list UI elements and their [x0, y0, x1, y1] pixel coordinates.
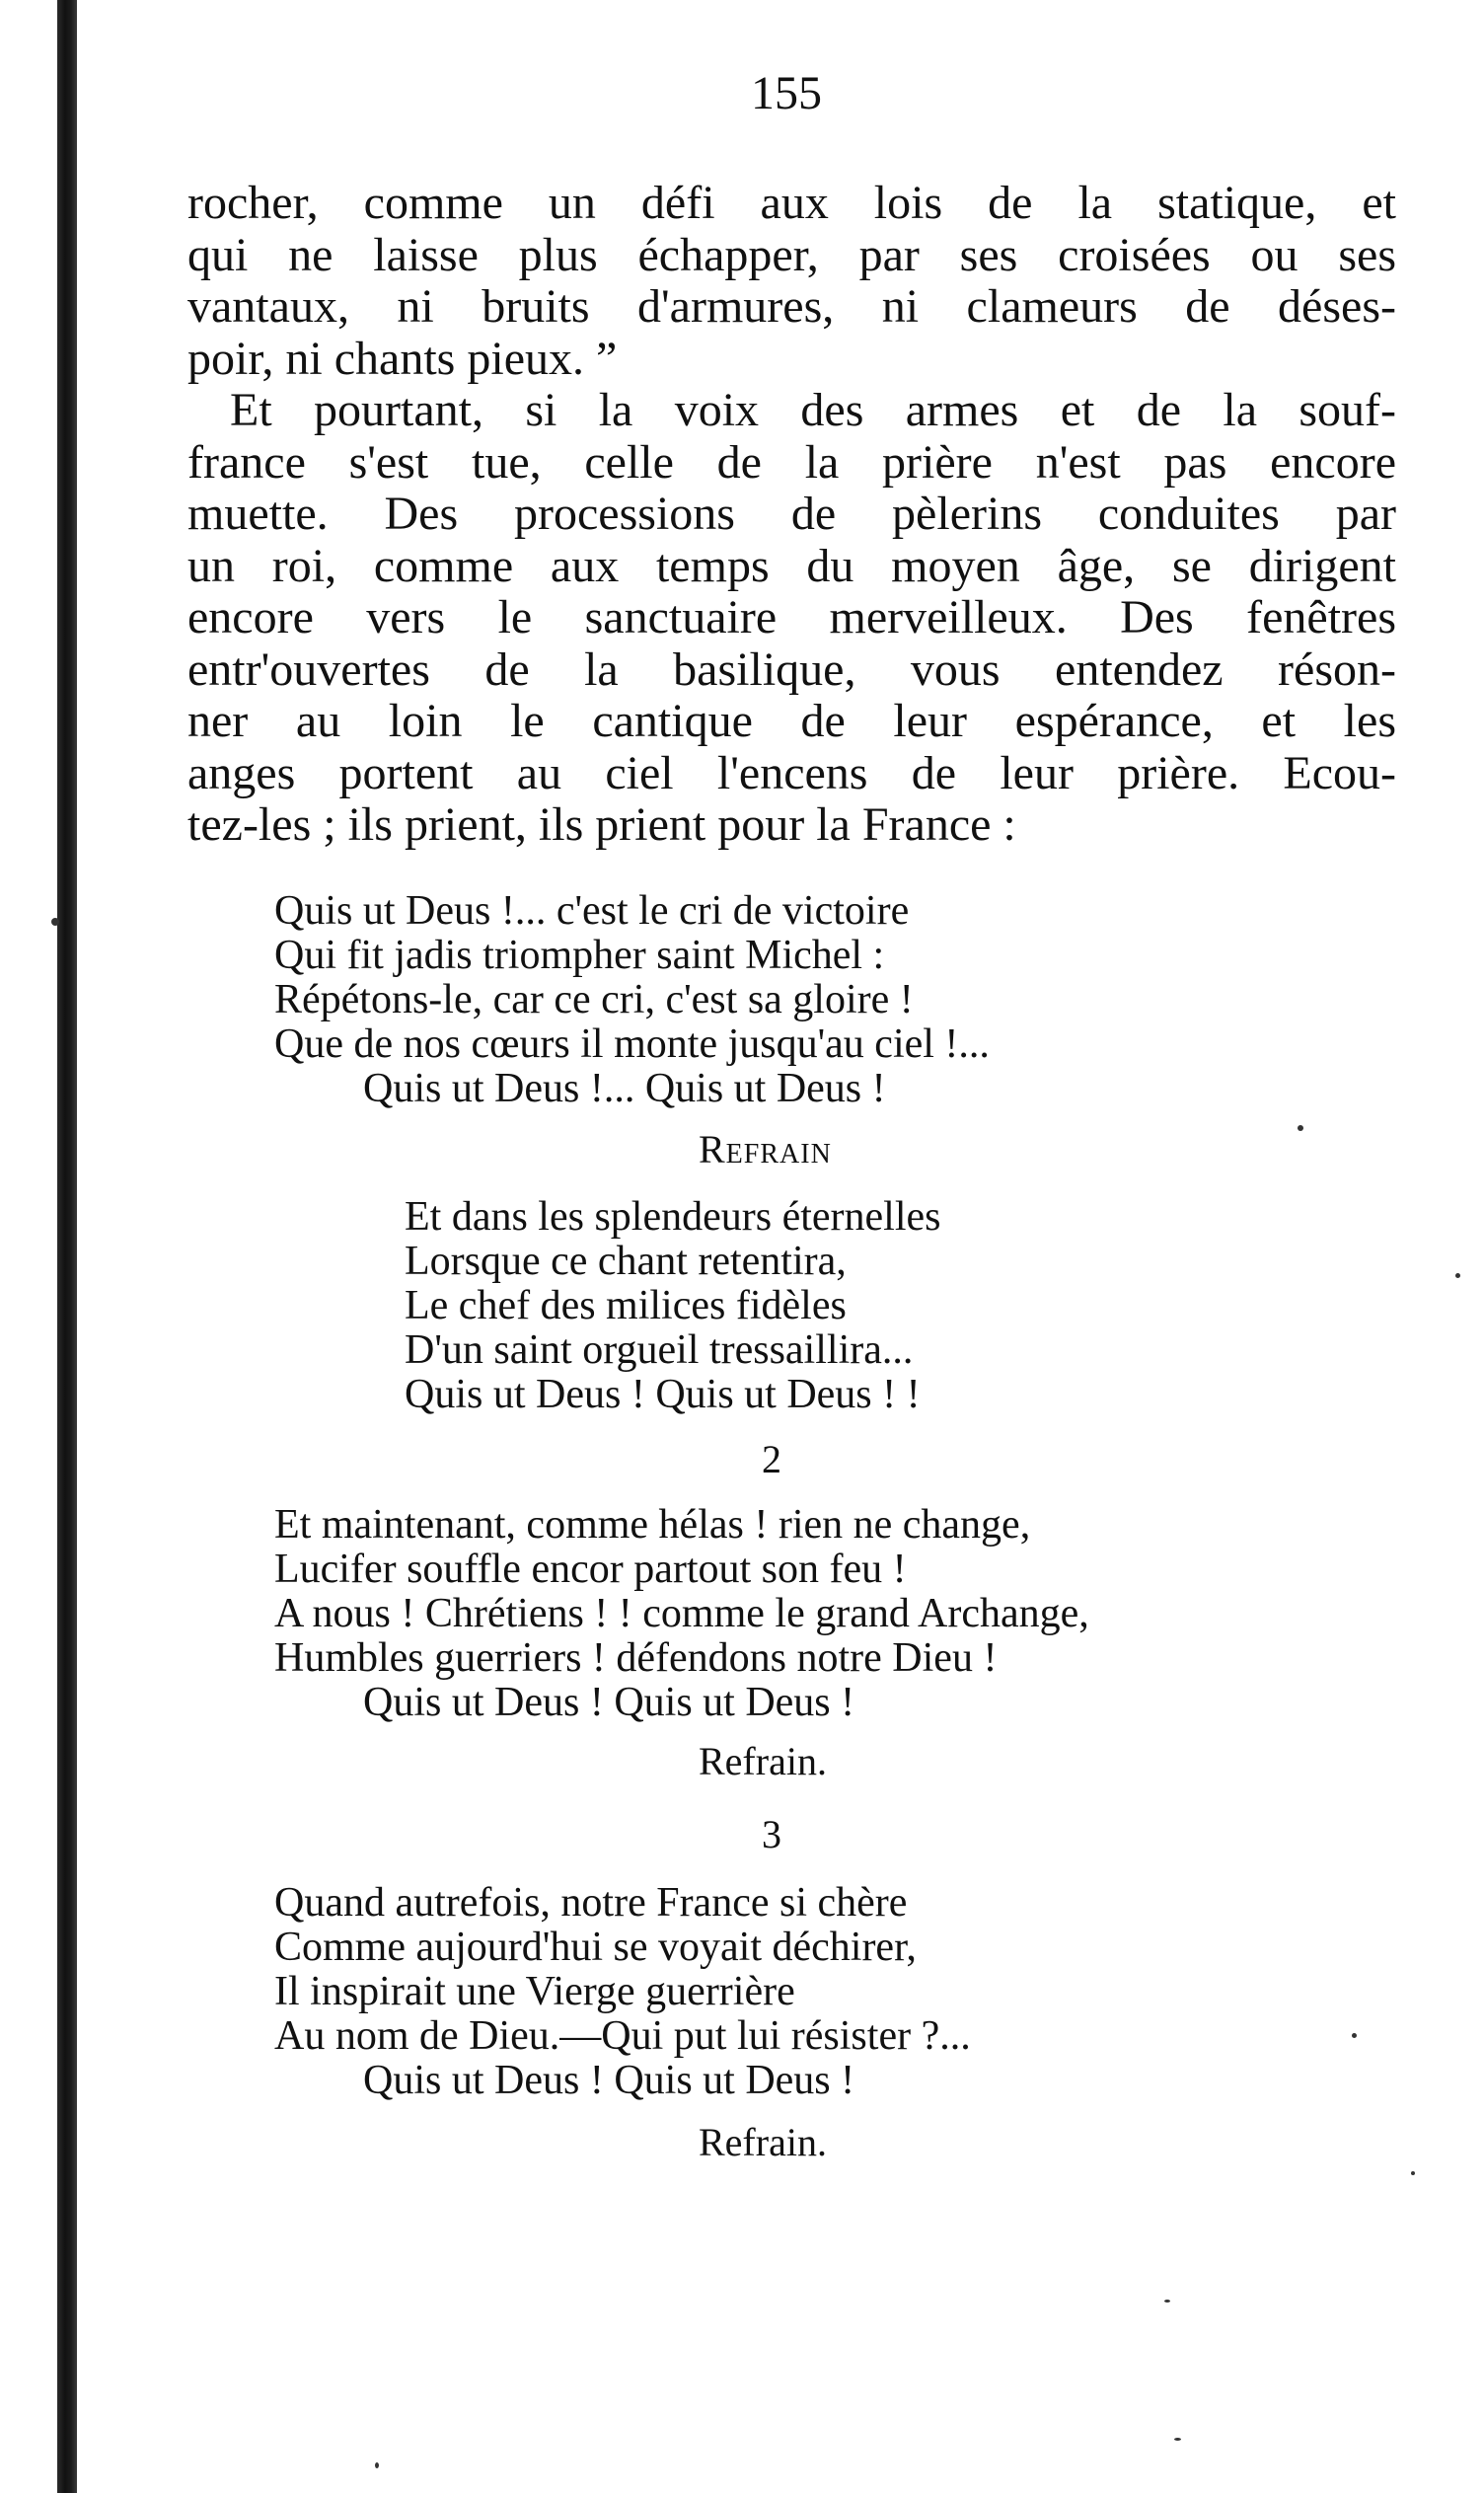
prose-line: Et pourtant, si la voix des armes et de la souf- [230, 384, 1396, 436]
refrain-mark: Refrain. [699, 2120, 827, 2164]
verse-line: Et maintenant, comme hélas ! rien ne change, [274, 1502, 1031, 1548]
refrain-heading: Refrain [699, 1127, 832, 1171]
prose-line: tez-les ; ils prient, ils prient pour la France : [187, 798, 1016, 851]
verse-refrain-line: Quis ut Deus ! Quis ut Deus ! [363, 2058, 855, 2103]
page-number: 155 [751, 67, 822, 119]
scan-speck [1411, 2171, 1415, 2175]
page-binding-edge [57, 0, 77, 2493]
verse-line: Quis ut Deus ! Quis ut Deus ! ! [405, 1372, 921, 1417]
prose-line: un roi, comme aux temps du moyen âge, se dirigent [187, 539, 1396, 592]
prose-line: encore vers le sanctuaire merveilleux. Des fenêtres [187, 591, 1396, 643]
prose-line: muette. Des processions de pèlerins conduites par [187, 488, 1396, 540]
scan-speck [1164, 2300, 1170, 2303]
verse-line: Répétons-le, car ce cri, c'est sa gloire ! [274, 977, 914, 1022]
verse-refrain-line: Quis ut Deus !... Quis ut Deus ! [363, 1066, 886, 1111]
verse-line: Lorsque ce chant retentira, [405, 1239, 847, 1284]
stanza-number: 2 [762, 1437, 781, 1481]
prose-line: vantaux, ni bruits d'armures, ni clameurs de déses- [187, 280, 1396, 333]
scan-speck [1298, 1125, 1303, 1131]
scan-speck [51, 918, 59, 926]
verse-line: Que de nos cœurs il monte jusqu'au ciel !... [274, 1021, 990, 1067]
verse-line: Il inspirait une Vierge guerrière [274, 1969, 795, 2014]
stanza-number: 3 [762, 1812, 781, 1856]
prose-line: entr'ouvertes de la basilique, vous entendez réson- [187, 642, 1396, 696]
verse-line: Quis ut Deus !... c'est le cri de victoire [274, 888, 910, 934]
verse-line: Qui fit jadis triompher saint Michel : [274, 933, 885, 978]
prose-line: qui ne laisse plus échapper, par ses croisées ou ses [187, 228, 1396, 281]
verse-line: D'un saint orgueil tressaillira... [405, 1327, 914, 1373]
prose-line: france s'est tue, celle de la prière n'est pas encore [187, 435, 1396, 489]
prose-line: anges portent au ciel l'encens de leur prière. Ecou- [187, 746, 1396, 799]
verse-line: Humbles guerriers ! défendons notre Dieu ! [274, 1635, 998, 1681]
prose-paragraphs [187, 178, 1396, 852]
scan-speck [375, 2462, 379, 2468]
verse-line: Et dans les splendeurs éternelles [405, 1194, 941, 1240]
scan-speck [1455, 1273, 1460, 1278]
verse-line: Quand autrefois, notre France si chère [274, 1880, 908, 1926]
refrain-mark: Refrain. [699, 1739, 827, 1783]
prose-line: poir, ni chants pieux. ” [187, 332, 618, 385]
scan-speck [1352, 2033, 1357, 2038]
scan-speck [1174, 2438, 1181, 2441]
verse-line: Lucifer souffle encor partout son feu ! [274, 1547, 907, 1592]
verse-line: Comme aujourd'hui se voyait déchirer, [274, 1925, 917, 1970]
verse-line: Au nom de Dieu.—Qui put lui résister ?... [274, 2013, 971, 2059]
prose-line: ner au loin le cantique de leur espérance, et les [187, 695, 1396, 747]
verse-line: Le chef des milices fidèles [405, 1283, 847, 1328]
verse-line: A nous ! Chrétiens ! ! comme le grand Archange, [274, 1591, 1089, 1636]
verse-refrain-line: Quis ut Deus ! Quis ut Deus ! [363, 1680, 855, 1725]
prose-line: rocher, comme un défi aux lois de la statique, et [187, 177, 1396, 229]
